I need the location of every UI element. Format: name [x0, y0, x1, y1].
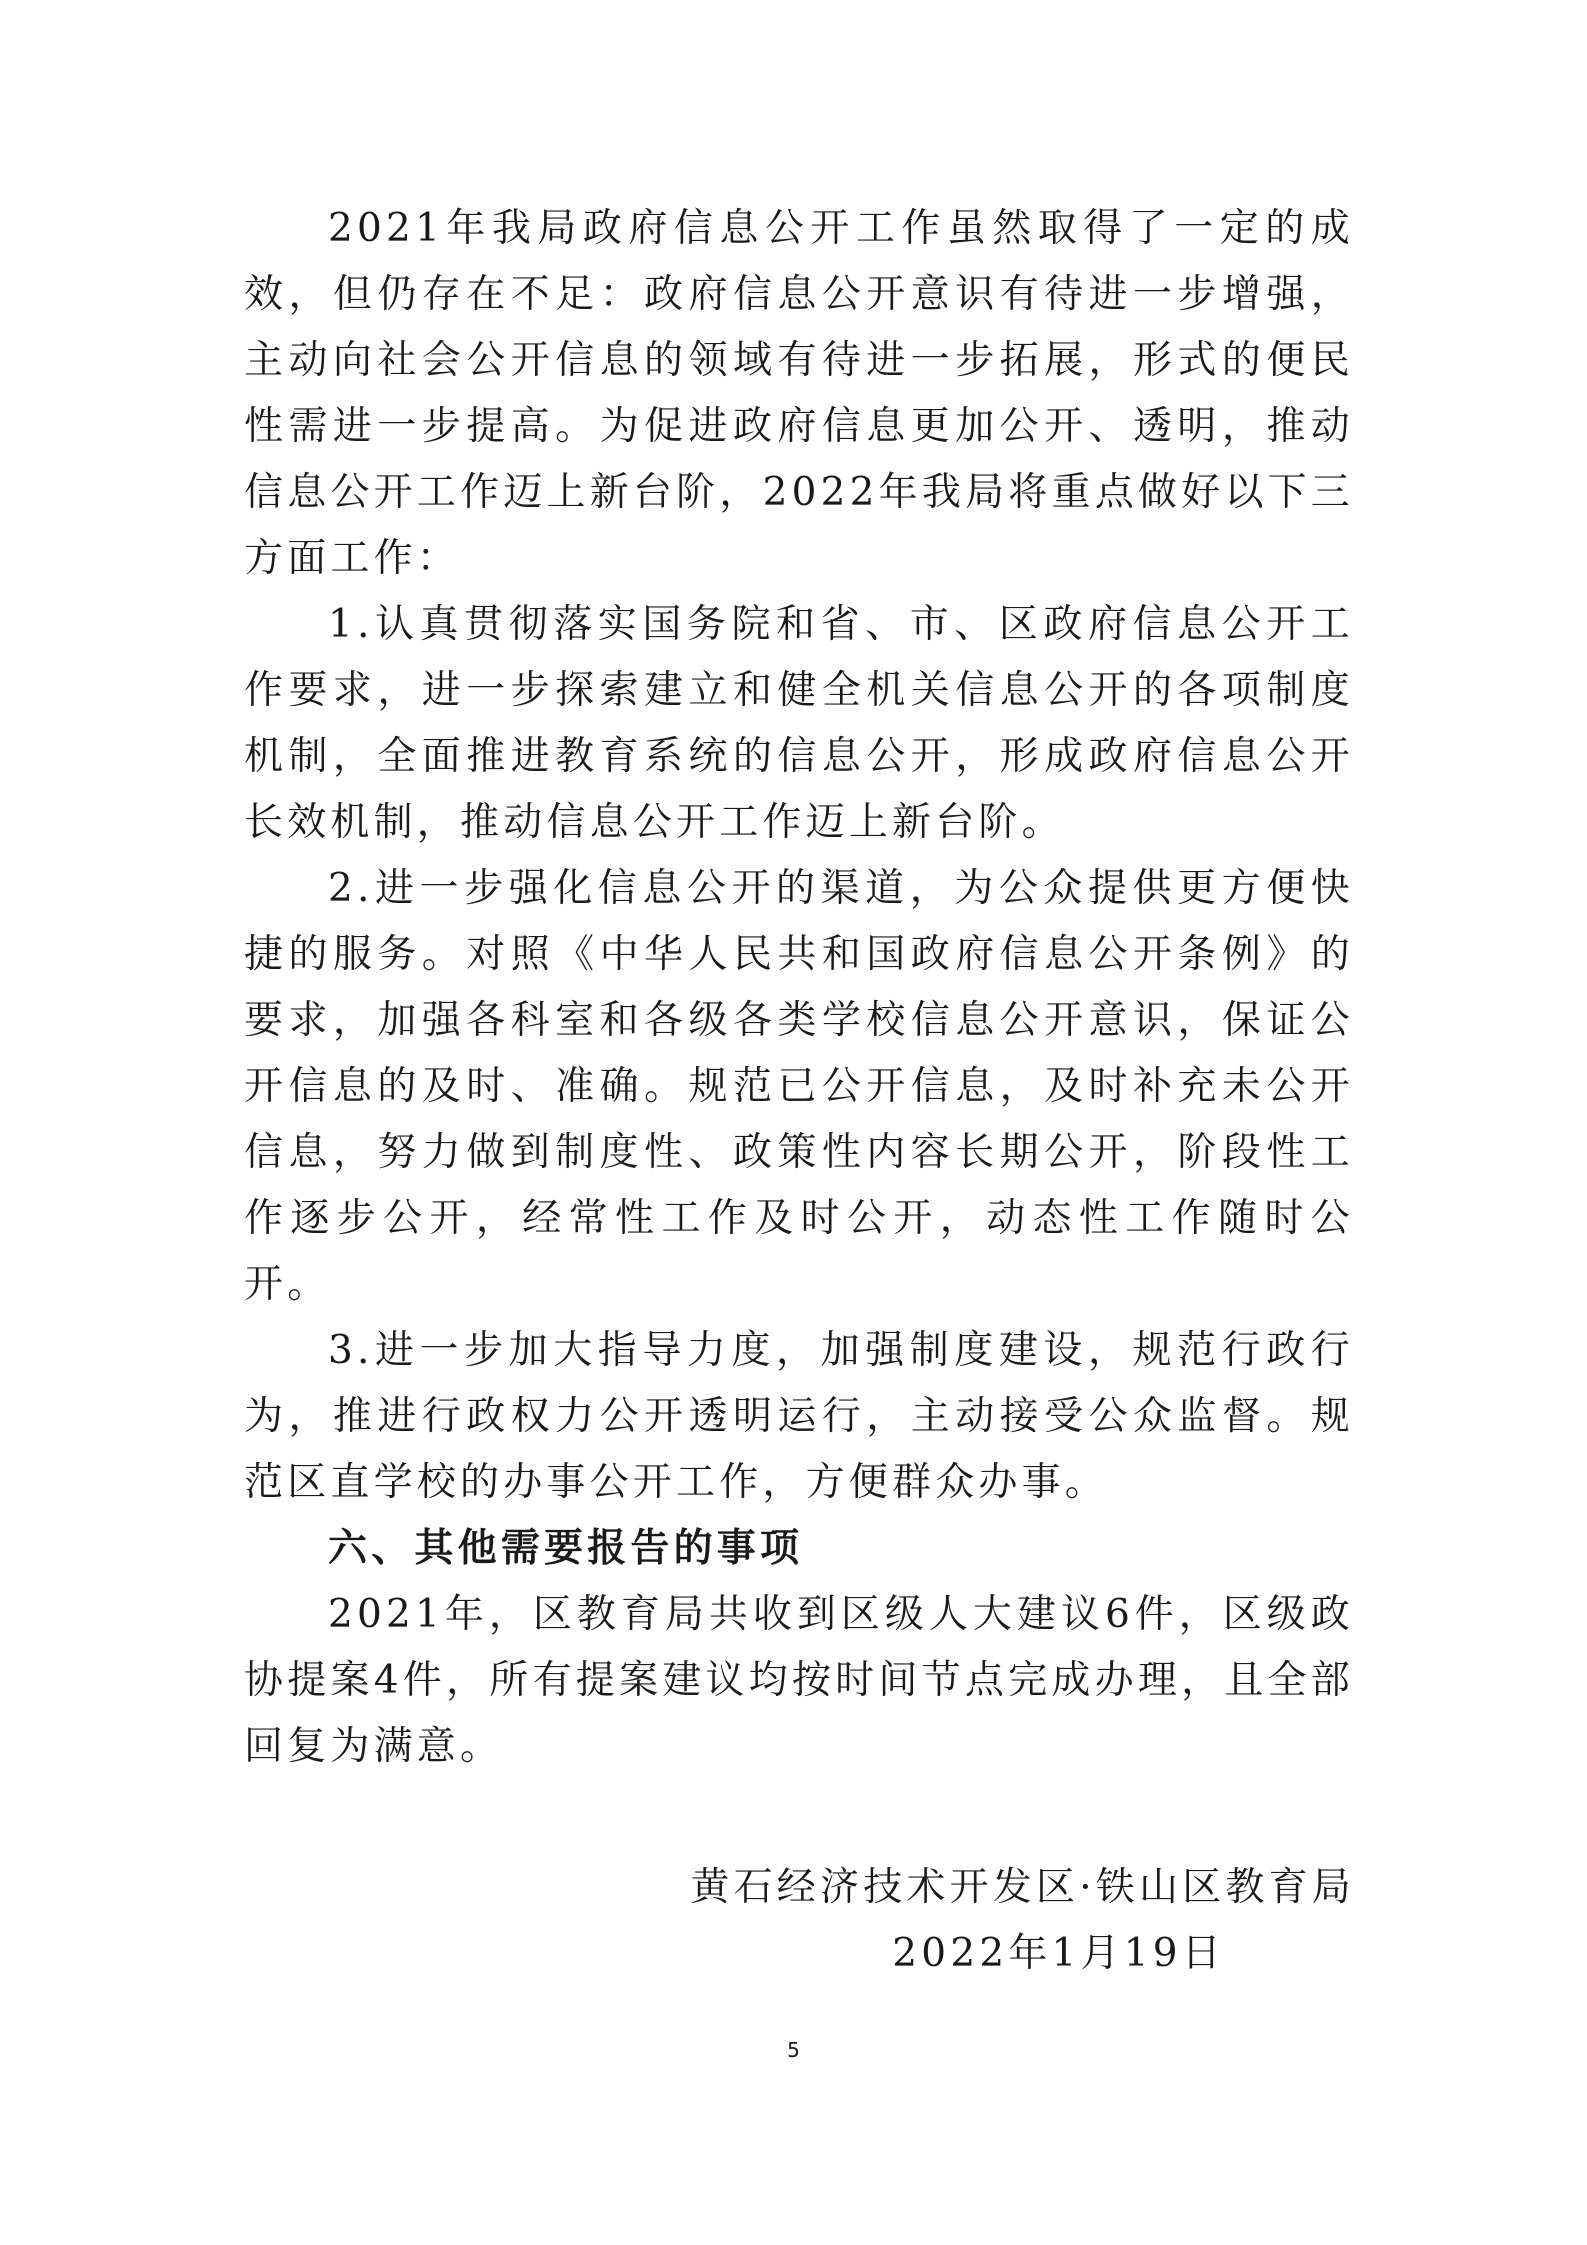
- paragraph-item-3: 3.进一步加大指导力度，加强制度建设，规范行政行为，推进行政权力公开透明运行，主动接受公众监督。规范区直学校的办事公开工作，方便群众办事。: [244, 1328, 1354, 1505]
- document-body: [244, 196, 1354, 1780]
- paragraph-item-1: 1.认真贯彻落实国务院和省、市、区政府信息公开工作要求，进一步探索建立和健全机关信息公开的各项制度机制，全面推进教育系统的信息公开，形成政府信息公开长效机制，推动信息公开工作迈上新台阶。: [244, 602, 1354, 845]
- section-heading: 六、其他需要报告的事项: [328, 1526, 804, 1571]
- signature-block: [690, 1855, 1355, 1987]
- paragraph-item-2: 2.进一步强化信息公开的渠道，为公众提供更方便快捷的服务。对照《中华人民共和国政府信息公开条例》的要求，加强各科室和各级各类学校信息公开意识，保证公开信息的及时、准确。规范已公开信息，及时补充未公开信息，努力做到制度性、政策性内容长期公开，阶段性工作逐步公开，经常性工作及时公开，动态性工作随时公开。: [244, 866, 1354, 1307]
- paragraph-other-matters: 2021年，区教育局共收到区级人大建议6件，区级政协提案4件，所有提案建议均按时间节点完成办理，且全部回复为满意。: [244, 1592, 1354, 1769]
- signature-date: 2022年1月19日: [892, 1931, 1225, 1976]
- page-number: 5: [787, 2038, 800, 2062]
- signature-organization: 黄石经济技术开发区·铁山区教育局: [690, 1865, 1355, 1910]
- paragraph-summary: 2021年我局政府信息公开工作虽然取得了一定的成效，但仍存在不足：政府信息公开意识有待进一步增强，主动向社会公开信息的领域有待进一步拓展，形式的便民性需进一步提高。为促进政府信息更加公开、透明，推动信息公开工作迈上新台阶，2022年我局将重点做好以下三方面工作：: [244, 206, 1354, 581]
